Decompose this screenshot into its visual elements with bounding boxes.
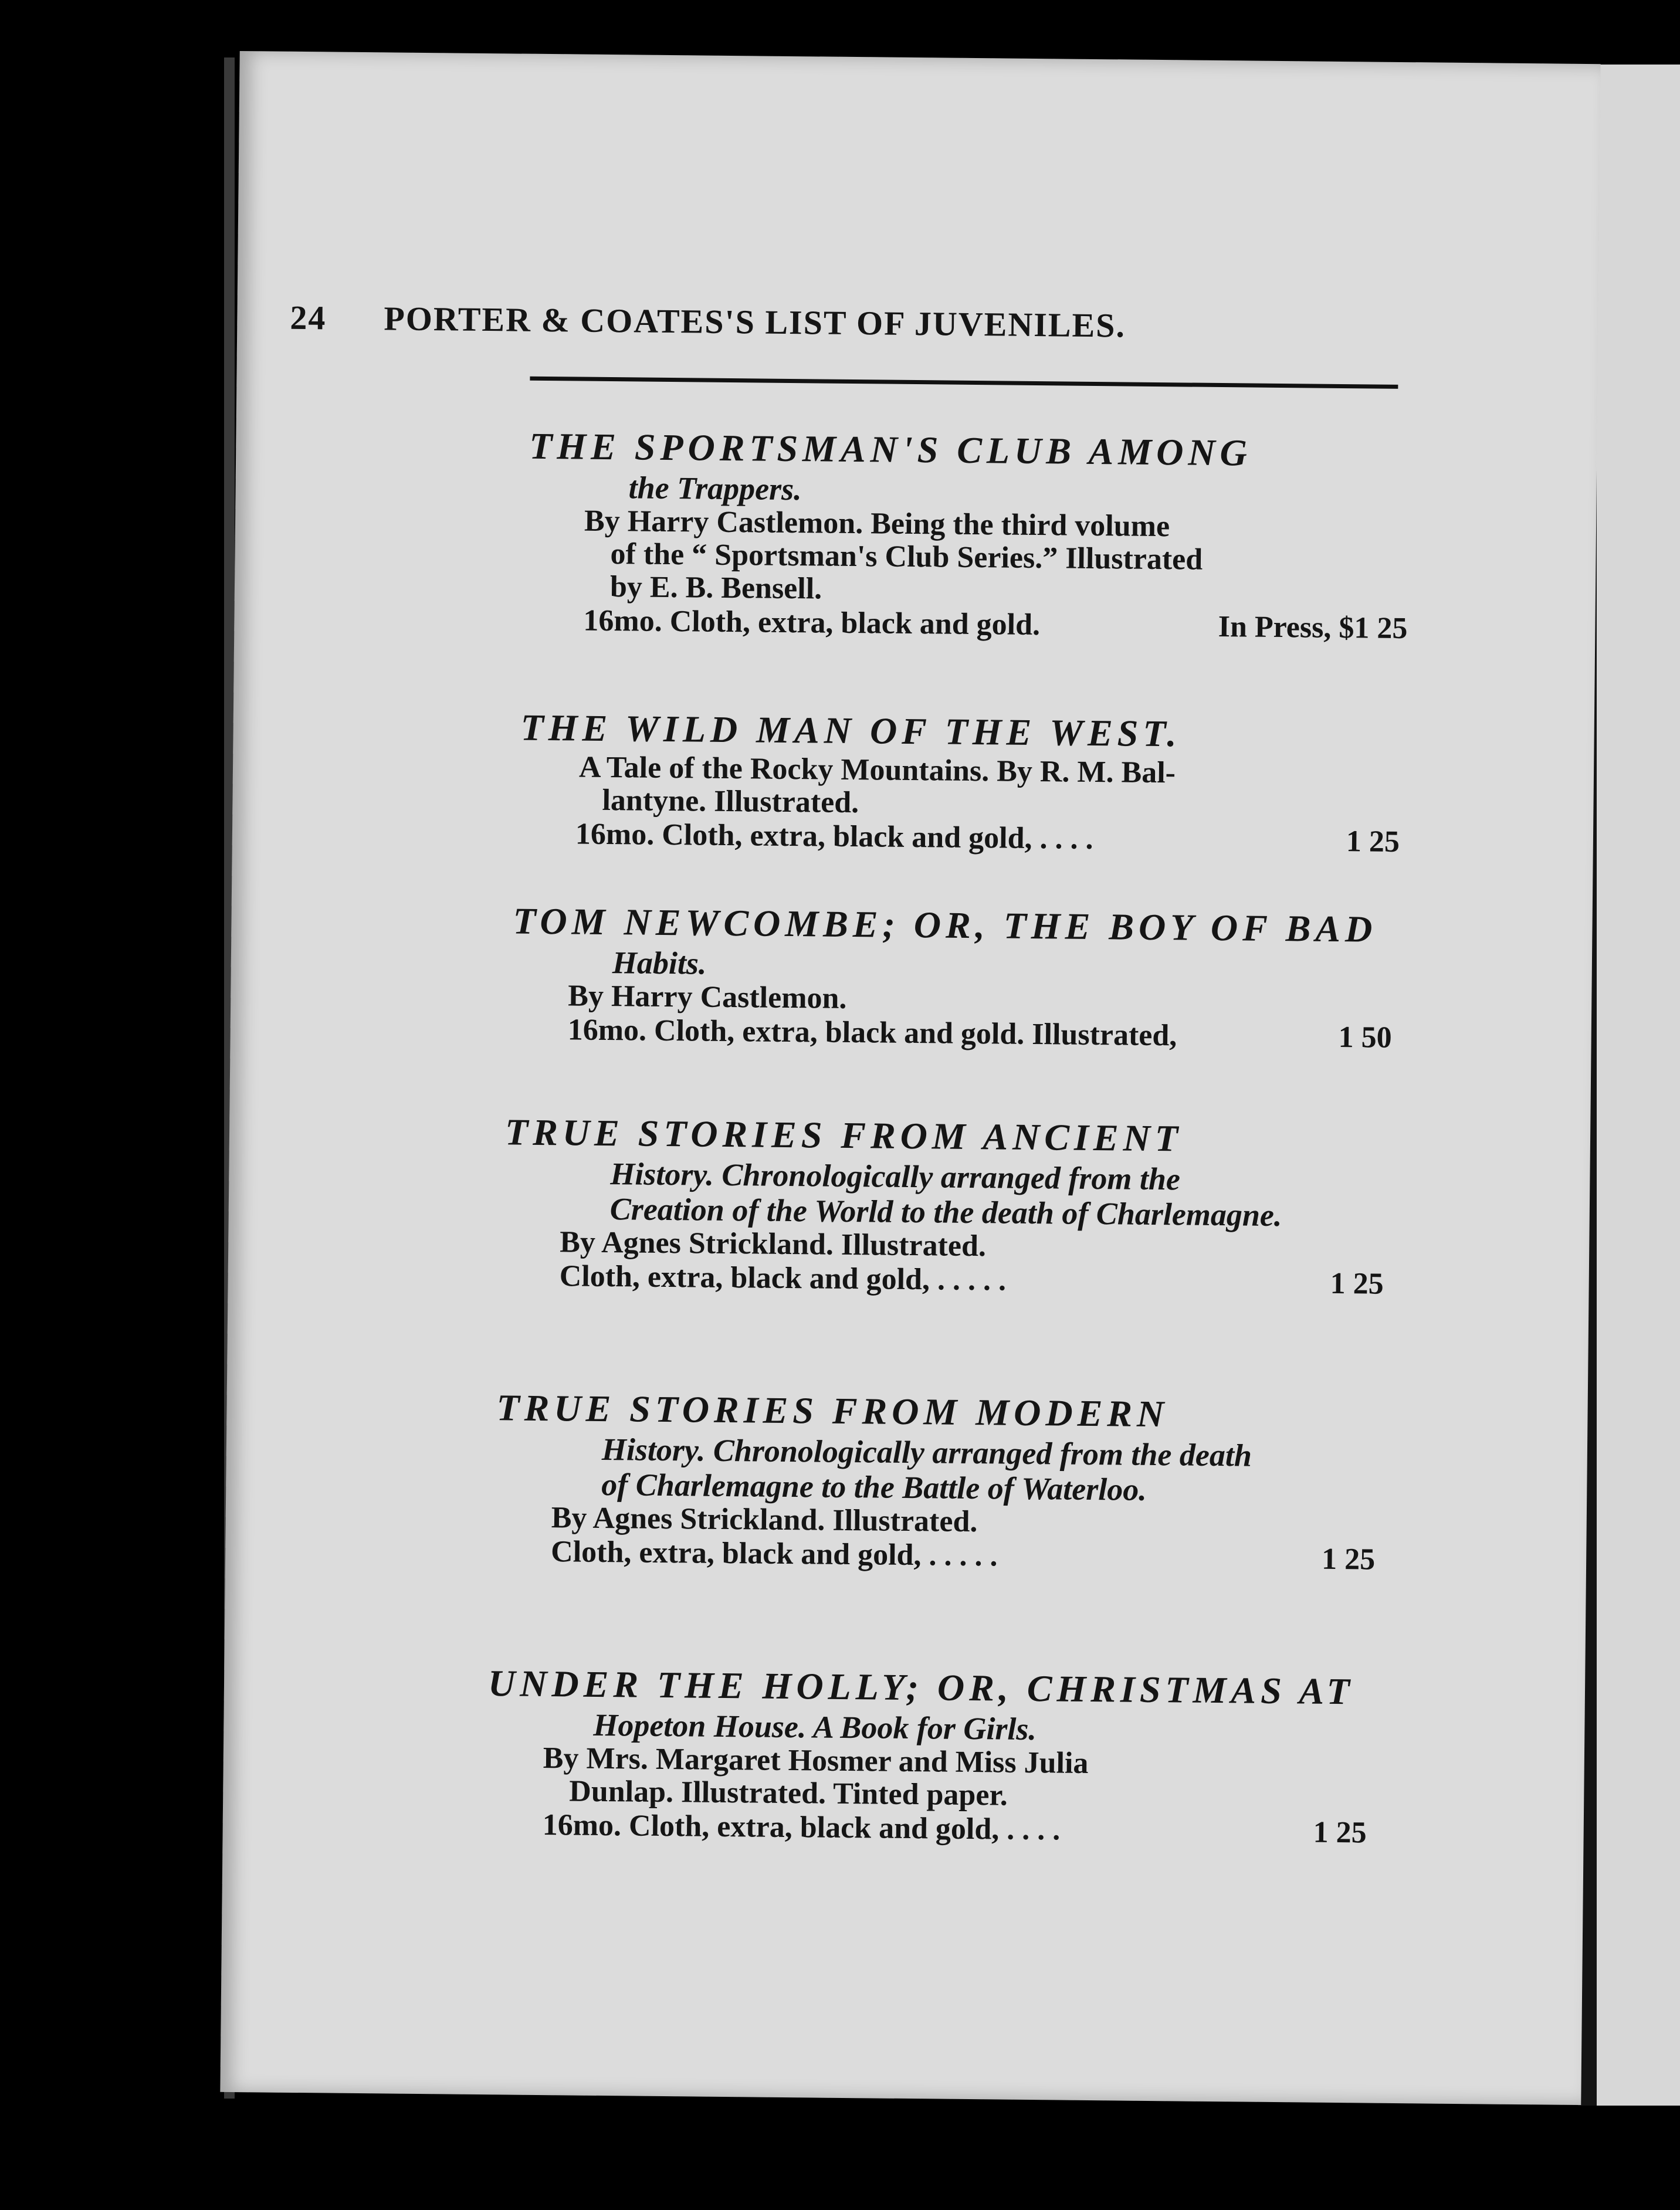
entry-format: 16mo. Cloth, extra, black and gold, . . . . — [542, 1808, 1061, 1847]
entry-line: By Harry Castlemon. Being the third volume — [584, 504, 1170, 544]
entry-price: 1 25 — [1313, 1815, 1367, 1850]
page-number: 24 — [290, 298, 327, 337]
entry-subtitle: History. Chronologically arranged from the Creation of the World to the death of Charlemagne. — [609, 1156, 1282, 1233]
entry-title: TRUE STORIES FROM MODERN — [496, 1387, 1169, 1435]
entry-price: 1 25 — [1346, 825, 1400, 859]
entry-format: 16mo. Cloth, extra, black and gold. Illustrated, — [567, 1013, 1177, 1053]
entry-title: UNDER THE HOLLY; OR, CHRISTMAS AT — [487, 1662, 1354, 1713]
entry-format: 16mo. Cloth, extra, black and gold, . . . . — [575, 817, 1093, 856]
entry-price: $1 25 — [1339, 611, 1408, 646]
entry-title: THE WILD MAN OF THE WEST. — [520, 706, 1181, 755]
catalog-entry — [503, 1109, 1385, 1301]
entry-price: 1 50 — [1338, 1021, 1392, 1055]
catalog-entry — [495, 1385, 1377, 1577]
entry-line: Dunlap. Illustrated. Tinted paper. — [569, 1774, 1008, 1812]
catalog-entry — [512, 898, 1393, 1055]
entry-price: 1 25 — [1330, 1266, 1384, 1301]
entry-line: of the “ Sportsman's Club Series.” Illustrated — [610, 537, 1203, 577]
entry-title: TRUE STORIES FROM ANCIENT — [504, 1111, 1183, 1160]
entry-line: By Harry Castlemon. — [568, 979, 847, 1015]
book-page — [220, 51, 1600, 2105]
entry-subtitle: Habits. — [612, 945, 707, 981]
entry-line: By Agnes Strickland. Illustrated. — [560, 1225, 987, 1263]
next-page-edge — [1597, 65, 1680, 2106]
entry-price-group — [1218, 609, 1407, 646]
running-head — [290, 298, 1381, 348]
entry-line: By Agnes Strickland. Illustrated. — [551, 1501, 978, 1539]
entry-line: By Mrs. Margaret Hosmer and Miss Julia — [543, 1741, 1089, 1780]
header-rule — [530, 377, 1398, 389]
entry-line: A Tale of the Rocky Mountains. By R. M. Bal- — [578, 750, 1176, 790]
entry-subtitle: Hopeton House. A Book for Girls. — [593, 1707, 1037, 1747]
entry-title: TOM NEWCOMBE; OR, THE BOY OF BAD — [513, 900, 1377, 950]
entry-price: 1 25 — [1321, 1542, 1376, 1577]
entry-title: THE SPORTSMAN'S CLUB AMONG — [529, 425, 1252, 474]
entry-line: by E. B. Bensell. — [609, 570, 822, 606]
entry-subtitle: the Trappers. — [628, 470, 802, 507]
entry-format: 16mo. Cloth, extra, black and gold. — [583, 604, 1041, 642]
entry-format: Cloth, extra, black and gold, . . . . . — [550, 1535, 998, 1573]
catalog-entry — [520, 705, 1401, 860]
running-head-title: PORTER & COATES'S LIST OF JUVENILES. — [384, 299, 1126, 345]
entry-status: In Press, — [1218, 610, 1332, 645]
entry-line: lantyne. Illustrated. — [602, 783, 859, 820]
catalog-entry — [486, 1660, 1368, 1850]
catalog-entry — [527, 423, 1409, 646]
entry-format: Cloth, extra, black and gold, . . . . . — [559, 1259, 1007, 1297]
entry-subtitle: History. Chronologically arranged from the death of Charlemagne to the Battle of Waterloo. — [601, 1431, 1252, 1507]
